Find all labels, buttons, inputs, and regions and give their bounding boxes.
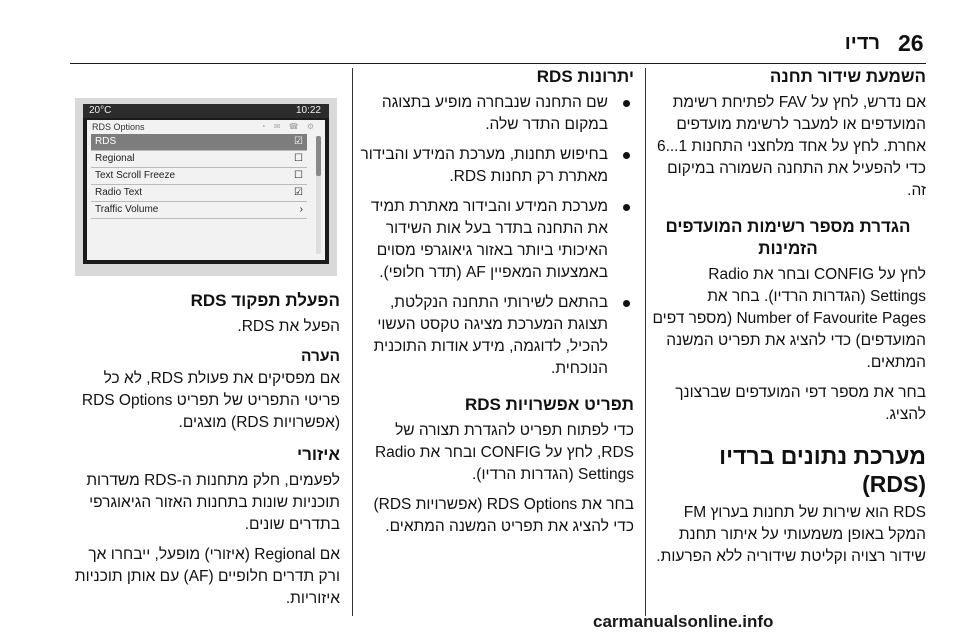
paragraph-rds-intro: RDS הוא שירות של תחנות בערוץ FM המקל באופן משמעותי על איתור תחנת שידור רצויה וקליטת שידוריה ללא הפרעות. xyxy=(656,504,926,565)
list-item: שם התחנה שנבחרה מופיע בתצוגה במקום התדר שלה. xyxy=(360,92,634,136)
paragraph-regional-intro: לפעמים, חלק מתחנות ה-RDS משדרות תוכניות שונות בתחנות האזור הגיאוגרפי בתדרים שונים. xyxy=(86,472,340,533)
column-divider-right xyxy=(645,68,646,616)
note-label: הערה xyxy=(301,348,340,365)
menu-item-radio-text[interactable]: Radio Text ☑ xyxy=(91,185,307,202)
rds-options-menu xyxy=(87,120,325,260)
page-number: 26 xyxy=(898,30,924,56)
status-bar xyxy=(83,104,329,118)
column-divider-left xyxy=(352,68,353,616)
right-column xyxy=(650,66,926,576)
checkbox-unchecked-icon: ☐ xyxy=(294,153,303,164)
paragraph-favourites-config: לחץ על CONFIG ובחר את Radio Settings (הגדרות הרדיו). בחר את Number of Favourite Pages (מספר דפים המועדפים) כדי להציג את תפריט המשנה המתאים. xyxy=(652,266,926,371)
infotainment-screen-illustration xyxy=(75,98,337,276)
menu-scrollbar[interactable] xyxy=(316,136,321,254)
menu-item-text-scroll-freeze[interactable]: Text Scroll Freeze ☐ xyxy=(91,168,307,185)
section-heading-activate-rds: הפעלת תפקוד RDS xyxy=(190,291,340,310)
menu-item-rds[interactable]: RDS ☑ xyxy=(91,134,307,151)
checkbox-checked-icon: ☑ xyxy=(294,187,303,198)
paragraph-rds-menu-open: כדי לפתוח תפריט להגדרת תצורה של RDS, לחץ על CONFIG ובחר את Radio Settings (הגדרות הרדיו). xyxy=(374,422,634,483)
menu-item-traffic-volume[interactable]: Traffic Volume › xyxy=(91,202,307,219)
bullet-icon xyxy=(623,204,630,211)
menu-item-regional[interactable]: Regional ☐ xyxy=(91,151,307,168)
left-column xyxy=(70,290,340,618)
header-rule xyxy=(70,63,926,64)
list-item: בחיפוש תחנות, מערכת המידע והבידור מאתרת רק תחנות RDS. xyxy=(360,144,634,188)
note-text: אם מפסיקים את פעולת RDS, לא כל פריטי התפריט של תפריט RDS Options (אפשרויות RDS) מוצגים. xyxy=(81,370,340,431)
paragraph-rds-options: בחר את RDS Options (אפשרויות RDS) כדי להציג את תפריט המשנה המתאים. xyxy=(373,496,634,535)
section-heading-favourites-count: הגדרת מספר רשימות המועדפים הזמינות xyxy=(665,217,911,258)
bullet-icon xyxy=(623,152,630,159)
checkbox-unchecked-icon: ☐ xyxy=(294,170,303,181)
section-heading-rds-advantages: יתרונות RDS xyxy=(536,67,634,86)
paragraph-regional-on: אם Regional (איזורי) מופעל, ייבחרו אך ורק תדרים חלופיים (AF) עם אותן תוכניות איזוריות. xyxy=(74,546,340,607)
chevron-right-icon: › xyxy=(299,204,303,215)
list-item: בהתאם לשירותי התחנה הנקלטת, תצוגת המערכת מציגה טקסט העשוי להכיל, לדוגמה, מידע אודות התוכנית הנוכחית. xyxy=(360,292,634,380)
screen-frame xyxy=(83,104,329,264)
list-item: מערכת המידע והבידור מאתרת תמיד את התחנה בתדר בעל אות השידור האיכותי ביותר באזור גיאוגרפי מסוים באמצעות המאפיין AF (תדר חלופי). xyxy=(360,196,634,284)
status-icons: ◔ ✉ ☎ ⚙ xyxy=(260,122,317,131)
checkbox-checked-icon: ☑ xyxy=(294,136,303,147)
rds-advantages-list xyxy=(360,92,634,380)
watermark: carmanualsonline.info xyxy=(593,612,774,631)
temperature-readout: 20°C xyxy=(89,105,112,116)
middle-column xyxy=(360,66,634,546)
paragraph-play-station: אם נדרש, לחץ על FAV לפתיחת רשימת המועדפים או למעבר לרשימת מועדפים אחרת. לחץ על אחד מלחצני התחנות 1...6 כדי להפעיל את התחנה השמורה במיקום זה. xyxy=(656,94,926,199)
paragraph-activate-rds: הפעל את RDS. xyxy=(237,318,340,335)
clock-readout: 10:22 xyxy=(295,105,321,116)
scrollbar-thumb[interactable] xyxy=(316,136,321,176)
bullet-icon xyxy=(623,100,630,107)
bullet-icon xyxy=(623,300,630,307)
chapter-title: רדיו xyxy=(844,32,880,54)
section-heading-rds: מערכת נתונים ברדיו (RDS) xyxy=(719,443,926,497)
section-heading-regional: איזורי xyxy=(297,445,340,464)
section-heading-rds-menu: תפריט אפשרויות RDS xyxy=(464,395,634,414)
section-heading-play-station: השמעת שידור תחנה xyxy=(769,67,926,86)
paragraph-favourites-select: בחר את מספר דפי המועדפים שברצונך להציג. xyxy=(675,384,926,423)
menu-title: RDS Options xyxy=(92,122,145,132)
